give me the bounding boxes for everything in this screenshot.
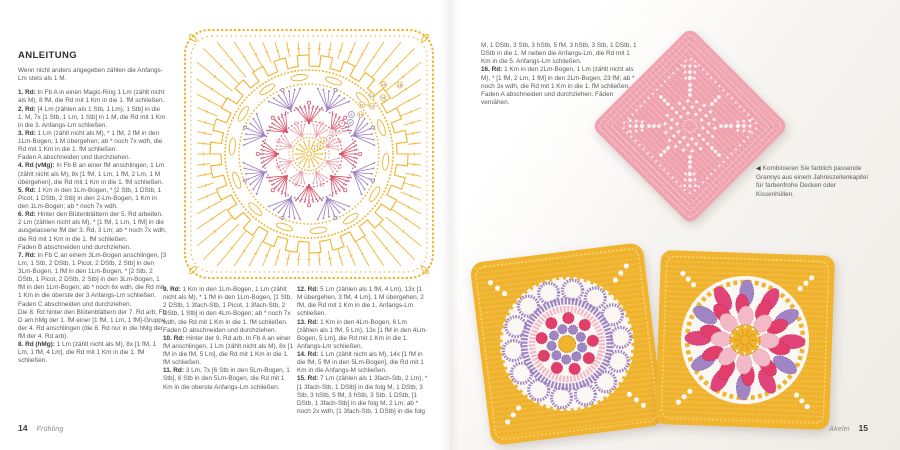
instruction-paragraph: Faden A abschneiden und durchziehen. bbox=[18, 154, 131, 162]
chart-round-number: 3 bbox=[322, 138, 325, 143]
crochet-chart bbox=[170, 24, 448, 284]
page-number-left: 14 bbox=[18, 423, 28, 433]
instruction-paragraph: Faden B abschneiden und durchziehen. bbox=[18, 243, 131, 251]
yellow-granny-square-photo-right bbox=[650, 243, 842, 439]
chart-round-number: 7 bbox=[340, 121, 343, 126]
chart-round-number: 8 bbox=[349, 120, 352, 125]
instruction-paragraph: 4. Rd (vMg): In Fb B an einer fM anschlingen, 1 Lm (zählt nicht als M), 8x [1 fM, 1 Lm, 1 fM, 2 Lm, 1 M übergehen], die Rd mit 1 Km in die 1. fM schließen. bbox=[18, 162, 165, 186]
instructions-column-1 bbox=[18, 50, 167, 366]
instruction-paragraph: Faden A abschneiden und durchziehen. Fäden vernähen. bbox=[481, 90, 614, 106]
instruction-paragraph: Die 8. Rd hinter den Blütenblättern der 7. Rd arb; Fb D am hMg der 1. fM einer [1 fM, 1 Lm, 1 fM]-Gruppe der 4. Rd anschlingen (die 8. Rd nur in die hMg der fM der 4. Rd arb). bbox=[18, 308, 167, 341]
instruction-paragraph: 15. Rd: 7 Lm (zählen als 1 3fach-Stb, 2 Lm), * [1 3fach-Stb, 1 DStb] in die folg M, 1 DStb, 3 Stb, 3 hStb, 5 fM, 3 hStb, 3 Stb, 1 DStb, [1 DStb, 1 3fach-Stb] in die folg M, 2 Lm; ab * noch 2x wdh, [1 3fach-Stb, 1 DStb] in die folg bbox=[297, 375, 428, 415]
chart-round-number: 13 bbox=[369, 93, 375, 98]
chart-round-number: 10 bbox=[358, 113, 363, 118]
instruction-paragraph: 14. Rd: 1 Lm (zählt nicht als M), 14x [1 fM in die fM, 5 fM in den 5Lm-Bogen], die Rd mit 1 Km in die Anfangs-M schließen. bbox=[297, 351, 424, 375]
instruction-paragraph: 7. Rd: In Fb C an einem 3Lm-Bogen anschlingen, [3 Lm, 1 Stb, 2 DStb, 1 Picot, 2 DStb, 2 Stb] in den 3Lm-Bogen, 1 fM in den 1Lm-Bogen, * [2 Stb, 2 DStb, 1 Picot, 2 DStb, 2 Stb] in den 3Lm-Bogen, 1 fM in den 1Lm-Bogen; ab * noch 6x wdh, die Rd mit 1 Km in die oberste der 3 Anfangs-Lm schließen. bbox=[18, 251, 167, 300]
instruction-paragraph: 10. Rd: Hinter der 9. Rd arb. In Fb A an einer fM anschlingen, 1 Lm (zählt nicht als M), 8x [1 fM in die fM, 5 Lm], die Rd mit 1 Km in die 1. fM schließen. bbox=[163, 334, 293, 367]
chart-round-number: 1 bbox=[313, 146, 316, 151]
yellow-granny-square-photo-left bbox=[468, 232, 666, 448]
chart-round-number: 4 bbox=[328, 136, 331, 141]
chart-round-number: 16 bbox=[397, 83, 402, 88]
instruction-paragraph: 1. Rd: In Fb A in einen Magic-Ring 1 Lm (zählt nicht als M), 8 fM, die Rd mit 1 Km in die 1. fM schließen. bbox=[18, 89, 165, 105]
instruction-paragraph: 2. Rd: [4 Lm (zählen als 1 Stb, 1 Lm), 1 Stb] in die 1. M, 7x [1 Stb, 1 Lm, 1 Stb] in 1 M, die Rd mit 1 Km in die 3. Anfangs-Lm schließen. bbox=[18, 105, 166, 129]
page-footer-right bbox=[640, 423, 868, 433]
instruction-paragraph: 3. Rd: 1 Lm (zählt nicht als M), * 1 fM, 2 fM in den 1Lm-Bogen, 1 M übergehen; ab * noch 7x wdh, die Rd mit 1 Km in die 1. fM schließen. bbox=[18, 129, 163, 154]
instruction-paragraph: 11. Rd: 3 Lm, 7x [6 Stb in den 5Lm-Bogen, 1 Stb], 6 Stb in den 5Lm-Bogen, die Rd mit 1 Km in die oberste Anfangs-Lm schließen. bbox=[163, 367, 290, 391]
chart-round-number: 6 bbox=[338, 129, 341, 134]
left-arrow-icon: ◀ bbox=[756, 166, 761, 172]
photo-caption-text: Kombinieren Sie farblich passende Grannys aus einem Jahreszeitenkapitel für farbenfrohe Decken oder Kissenhüllen. bbox=[756, 165, 868, 198]
chart-round-number: 12 bbox=[369, 104, 375, 109]
instruction-paragraph: 12. Rd: 5 Lm (zählen als 1 fM, 4 Lm), 13x [1 M übergehen, 3 fM, 4 Lm], 1 M übergehen, 2 fM, die Rd mit 1 Km in die 1. Anfangs-Lm schließen. bbox=[297, 286, 424, 318]
instruction-paragraph: 16. Rd: 1 Km in den 2Lm-Bogen, 1 Lm (zählt nicht als M), * [1 fM, 2 Lm, 1 fM] in den 2Lm-Bogen, 23 fM; ab * noch 3x wdh, die Rd mit 1 Km in die 1. fM schließen. bbox=[481, 66, 635, 90]
chart-round-number: 11 bbox=[359, 103, 364, 108]
chart-round-number: 15 bbox=[381, 82, 386, 87]
pink-granny-square-photo bbox=[584, 18, 796, 234]
page-number-right: 15 bbox=[858, 423, 868, 433]
instructions-column-3 bbox=[297, 286, 429, 416]
instruction-paragraph: 9. Rd: 1 Km in den 1Lm-Bogen, 1 Lm (zählt nicht als M), * 1 fM in den 1Lm-Bogen, [1 Stb, 2 DStb, 1 3fach-Stb, 1 Picot, 1 3fach-Stb, 2 DStb, 1 Stb] in den 4Lm-Bogen; ab * noch 7x wdh, die Rd mit 1 Km in die 1. fM schließen. bbox=[163, 286, 292, 326]
instruction-paragraph: 8. Rd (hMg): 1 Lm (zählt nicht als M), 8x [1 fM, 1 Lm, 1 fM, 4 Lm], die Rd mit 1 Km in die 1. fM schließen. bbox=[18, 341, 157, 365]
instruction-paragraph: 6. Rd: Hinter den Blütenblättern der 5. Rd arbeiten. 2 Lm (zählen nicht als M), * [1 fM, 1 Lm, 1 fM] in die ausgelassene fM der 3. Rd, 3 Lm; ab * noch 7x wdh, die Rd mit 1 Km in die 1. fM schließen. bbox=[18, 211, 167, 243]
chapter-label-left: Frühling bbox=[36, 426, 64, 433]
instructions-column-2 bbox=[163, 286, 294, 392]
chapter-label-right: Akelei bbox=[829, 426, 850, 433]
chart-round-number: 2 bbox=[319, 143, 322, 148]
instructions-intro: Wenn nicht anders angegeben zählen die Anfangs-Lm stets als 1 M. bbox=[18, 67, 163, 83]
chart-round-number: 5 bbox=[331, 130, 334, 135]
instruction-paragraph: M, 1 DStb, 3 Stb, 3 hStb, 5 fM, 3 hStb, 3 Stb, 1 DStb, 1 DStb in die 1. M neben die Anfangs-Lm, die Rd mit 1 Km in die 5. Anfangs-Lm schließen. bbox=[481, 42, 637, 66]
chart-round-number: 9 bbox=[350, 112, 353, 117]
chart-round-number: 14 bbox=[380, 96, 386, 101]
instruction-paragraph: 13. Rd: 1 Km in den 4Lm-Bogen, 6 Lm (zählen als 1 fM, 5 Lm), 13x [1 fM in den 4Lm-Bogen, 5 Lm], die Rd mit 1 Km in die 1. Anfangs-Lm schließen. bbox=[297, 318, 428, 350]
page-footer-left bbox=[18, 423, 63, 433]
instruction-paragraph: 5. Rd: 1 Km in den 1Lm-Bogen, * [2 Stb, 1 DStb, 1 Picot, 1 DStb, 2 Stb] in den 2-Lm-Bogen, 1 Km in den 1Lm-Bogen; ab * noch 7x wdh. bbox=[18, 186, 162, 211]
instructions-heading: ANLEITUNG bbox=[18, 50, 78, 61]
instruction-paragraph: Faden C abschneiden und durchziehen. bbox=[18, 300, 132, 308]
instruction-paragraph: Faden D abschneiden und durchziehen. bbox=[163, 326, 277, 334]
